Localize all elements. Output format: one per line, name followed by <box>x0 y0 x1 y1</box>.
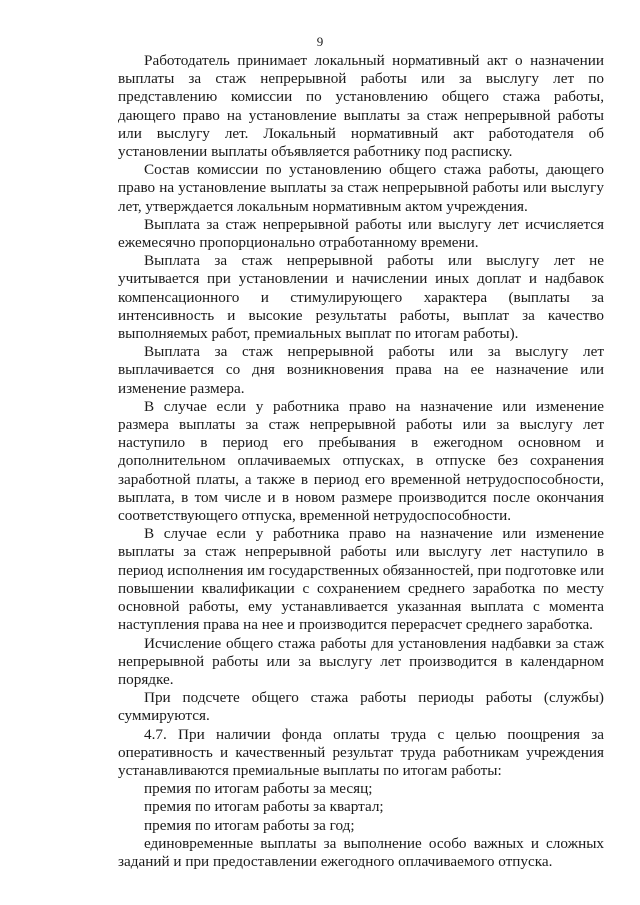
document-body <box>118 52 604 871</box>
paragraph-vacation-case: В случае если у работника право на назначение или изменение размера выплаты за стаж непрерывной работы или за выслугу лет наступило в период его пребывания в ежегодном основном и дополнительном оплачиваемых отпусках, в отпуске без сохранения заработной платы, а также в период его временной нетрудоспособности, выплата, в том числе и в новом размере производится после окончания соответствующего отпуска, временной нетрудоспособности. <box>118 397 604 525</box>
paragraph-periods-summed: При подсчете общего стажа работы периоды работы (службы) суммируются. <box>118 689 604 725</box>
paragraph-section-4-7: 4.7. При наличии фонда оплаты труда с целью поощрения за оперативность и качественный результат труда работникам учреждения устанавливаются премиальные выплаты по итогам работы: <box>118 725 604 779</box>
paragraph-calendar-order: Исчисление общего стажа работы для установления надбавки за стаж непрерывной работы или за выслугу лет производится в календарном порядке. <box>118 634 604 688</box>
page-number: 9 <box>316 34 324 49</box>
list-item-one-time-payments: единовременные выплаты за выполнение особо важных и сложных заданий и при предоставлении ежегодного оплачиваемого отпуска. <box>118 834 604 870</box>
paragraph-payment-start: Выплата за стаж непрерывной работы или за выслугу лет выплачивается со дня возникновения права на ее назначение или изменение размера. <box>118 343 604 397</box>
paragraph-not-included: Выплата за стаж непрерывной работы или выслугу лет не учитывается при установлении и начислении иных доплат и надбавок компенсационного и стимулирующего характера (выплаты за интенсивность и высокие результаты работы, выплат за качество выполняемых работ, премиальных выплат по итогам работы). <box>118 252 604 343</box>
list-item-month-bonus: премия по итогам работы за месяц; <box>144 780 373 798</box>
paragraph-monthly-calculation: Выплата за стаж непрерывной работы или выслугу лет исчисляется ежемесячно пропорционально отработанному времени. <box>118 215 604 252</box>
paragraph-commission-act: Работодатель принимает локальный нормативный акт о назначении выплаты за стаж непрерывной работы или за выслугу лет по представлению комиссии по установлению общего стажа работы, дающего право на установление выплаты за стаж непрерывной работы или выслугу лет. Локальный нормативный акт работодателя об установлении выплаты объявляется работнику под расписку. <box>118 52 604 161</box>
paragraph-commission-composition: Состав комиссии по установлению общего стажа работы, дающего право на установление выплаты за стаж непрерывной работы или выслугу лет, утверждается локальным нормативным актом учреждения. <box>118 161 604 215</box>
list-item-year-bonus: премия по итогам работы за год; <box>144 816 355 834</box>
paragraph-state-duties-case: В случае если у работника право на назначение или изменение выплаты за стаж непрерывной работы или выслугу лет наступило в период исполнения им государственных обязанностей, при подготовке или повышении квалификации с сохранением среднего заработка по месту основной работы, ему устанавливается указанная выплата с момента наступления права на нее и производится перерасчет среднего заработка. <box>118 525 605 634</box>
list-item-quarter-bonus: премия по итогам работы за квартал; <box>144 798 384 816</box>
